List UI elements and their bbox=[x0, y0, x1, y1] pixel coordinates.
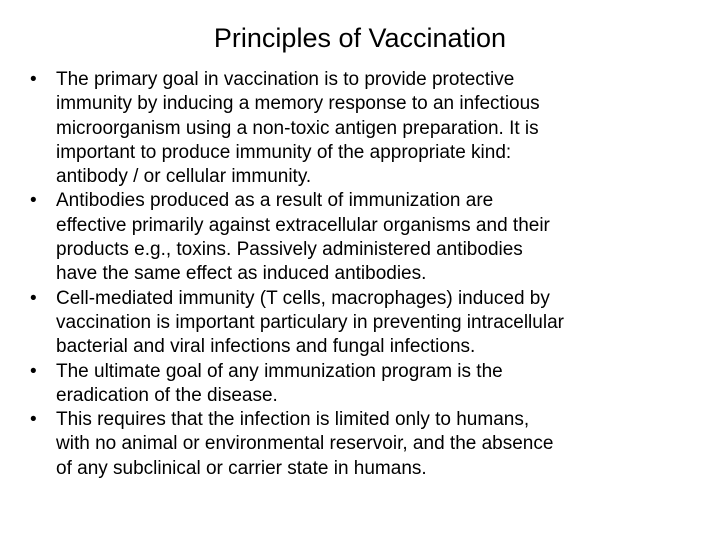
bullet-text-line: products e.g., toxins. Passively administered antibodies bbox=[56, 239, 523, 261]
bullet-item bbox=[30, 360, 700, 409]
bullet-text-line: microorganism using a non-toxic antigen preparation. It is bbox=[56, 117, 539, 139]
bullet-text-line: important to produce immunity of the appropriate kind: bbox=[56, 141, 512, 163]
bullet-item bbox=[30, 287, 700, 360]
bullet-icon: • bbox=[30, 409, 37, 431]
slide-title: Principles of Vaccination bbox=[213, 23, 507, 53]
bullet-text-line: with no animal or environmental reservoir, and the absence bbox=[56, 433, 554, 455]
bullet-text-line: have the same effect as induced antibodies. bbox=[56, 263, 427, 285]
bullet-text-line: bacterial and viral infections and fungal infections. bbox=[56, 336, 476, 358]
bullet-item bbox=[30, 189, 700, 286]
bullet-icon: • bbox=[30, 190, 37, 212]
bullet-text-line: vaccination is important particulary in preventing intracellular bbox=[56, 311, 564, 333]
bullet-text-line: The ultimate goal of any immunization program is the bbox=[56, 360, 503, 382]
bullet-icon: • bbox=[30, 287, 37, 309]
bullet-item bbox=[30, 68, 700, 189]
bullet-icon: • bbox=[30, 69, 37, 90]
bullet-item bbox=[30, 408, 700, 481]
bullet-text-line: immunity by inducing a memory response to an infectious bbox=[56, 93, 540, 115]
bullet-icon: • bbox=[30, 360, 37, 382]
bullet-text-line: eradication of the disease. bbox=[56, 384, 278, 406]
bullet-list bbox=[30, 68, 700, 481]
bullet-text-line: This requires that the infection is limited only to humans, bbox=[56, 409, 530, 431]
bullet-text-line: Cell-mediated immunity (T cells, macrophages) induced by bbox=[56, 287, 550, 309]
bullet-text-line: antibody / or cellular immunity. bbox=[56, 166, 312, 188]
bullet-text-line: of any subclinical or carrier state in humans. bbox=[56, 457, 427, 479]
bullet-text-line: The primary goal in vaccination is to provide protective bbox=[56, 69, 515, 90]
bullet-text-line: Antibodies produced as a result of immunization are bbox=[56, 190, 494, 212]
bullet-text-line: effective primarily against extracellular organisms and their bbox=[56, 214, 550, 236]
